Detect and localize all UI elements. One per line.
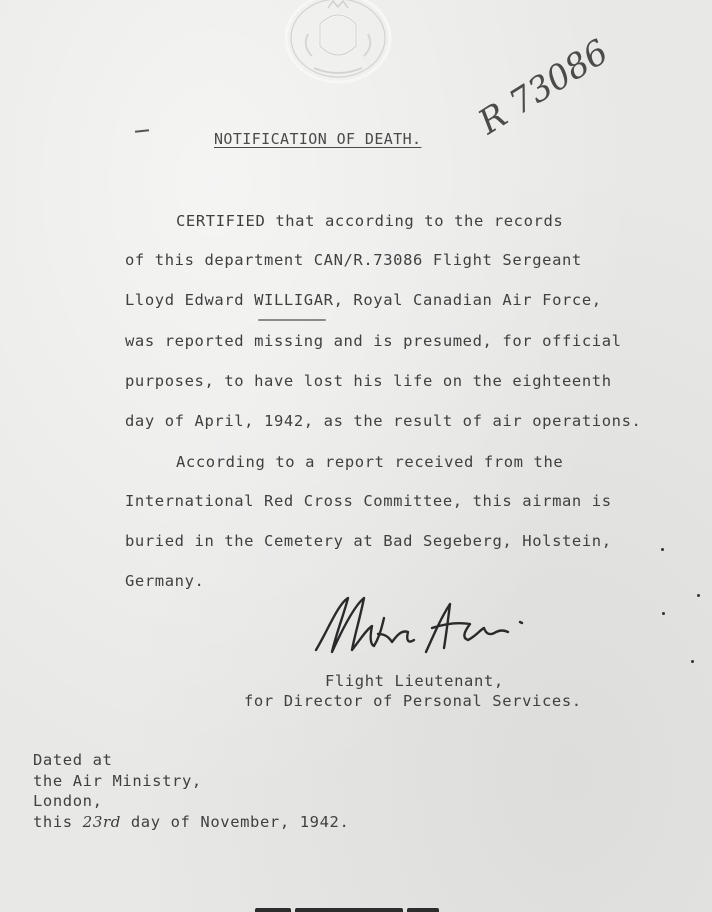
- body-line-3: Lloyd Edward WILLIGAR, Royal Canadian Air Force,: [125, 291, 602, 309]
- pencil-underline: [258, 319, 326, 321]
- body-line-2-text: of this department CAN/R.73086 Flight Sergeant: [125, 251, 582, 269]
- body-line-5: purposes, to have lost his life on the eighteenth: [125, 372, 612, 390]
- body-line-8: International Red Cross Committee, this airman is: [125, 492, 612, 510]
- signature-role-1: Flight Lieutenant,: [325, 672, 504, 690]
- body-line-6: day of April, 1942, as the result of air operations.: [125, 412, 642, 430]
- dated-line-1: Dated at: [33, 751, 113, 769]
- body-line-1: CERTIFIED that according to the records: [176, 212, 564, 230]
- dated-suffix: day of November, 1942.: [130, 813, 350, 831]
- margin-dot: [661, 548, 664, 551]
- body-line-4: was reported missing and is presumed, for official: [125, 332, 622, 350]
- dated-line-4: [33, 813, 349, 831]
- body-line-10: Germany.: [125, 572, 205, 590]
- body-line-7: According to a report received from the: [176, 453, 564, 471]
- margin-dot: [662, 612, 665, 615]
- page-title: NOTIFICATION OF DEATH.: [214, 130, 422, 148]
- handwritten-signature: [308, 590, 538, 662]
- body-line-2: [125, 251, 582, 269]
- handwritten-reference-number: [466, 30, 616, 143]
- dated-line-3: London,: [33, 792, 103, 810]
- ref-number-text: R 73086: [471, 32, 616, 143]
- bottom-edge-tab: [295, 908, 403, 912]
- signature-role-2: for Director of Personal Services.: [244, 692, 582, 710]
- body-line-9: buried in the Cemetery at Bad Segeberg, Holstein,: [125, 532, 612, 550]
- dated-day-handwritten: 23rd: [82, 813, 121, 831]
- bottom-edge-tab: [255, 908, 291, 912]
- embossed-crest-icon: [280, 0, 396, 88]
- margin-dot: [697, 594, 700, 597]
- dated-line-2: the Air Ministry,: [33, 772, 202, 790]
- bottom-edge-tab: [407, 908, 439, 912]
- dated-prefix: this: [33, 813, 73, 831]
- margin-dash: [135, 129, 149, 132]
- margin-dot: [691, 660, 694, 663]
